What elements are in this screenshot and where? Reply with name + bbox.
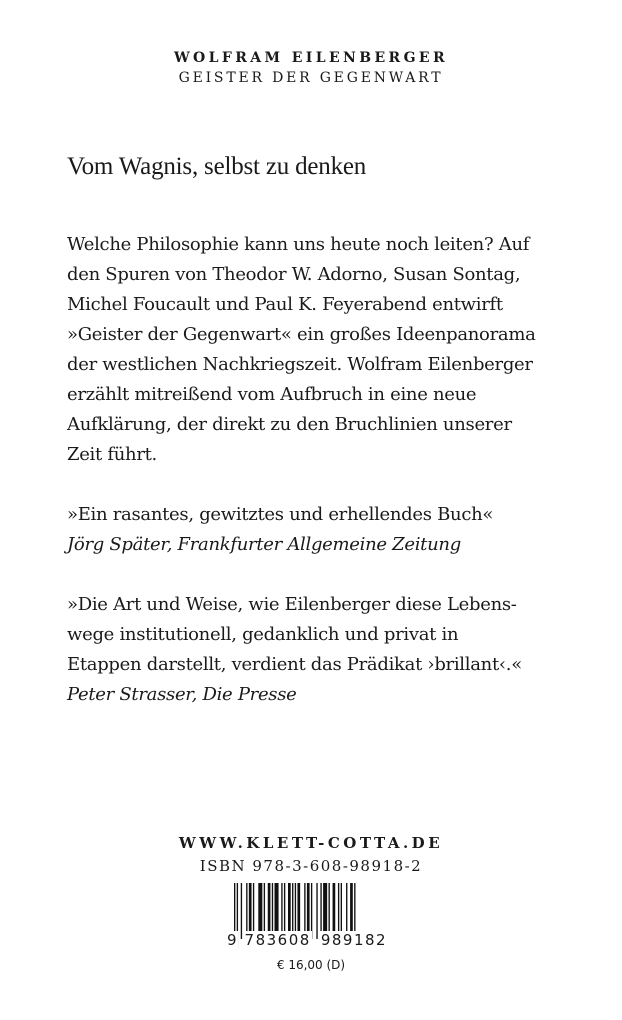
price: € 16,00 (D) (276, 958, 346, 972)
quote-line: Etappen darstellt, verdient das Prädikat ›brillant‹.« (67, 654, 522, 675)
quote-line: wege institutionell, gedanklich und privat in (67, 624, 459, 645)
quote-line: »Die Art und Weise, wie Eilenberger diese Lebens- (67, 594, 517, 615)
blurb-line: Zeit führt. (67, 444, 157, 465)
barcode-digits-right: 989182 (320, 931, 388, 949)
quote-source: Peter Strasser, Die Presse (67, 684, 297, 705)
blurb-line: Aufklärung, der direkt zu den Bruchlinien unserer (67, 414, 512, 435)
publisher-website: WWW.KLETT-COTTA.DE (178, 834, 444, 852)
barcode-digit-lead: 9 (227, 931, 237, 949)
review-quote (67, 590, 522, 710)
book-title-header: GEISTER DER GEGENWART (178, 70, 444, 86)
quote-line: »Ein rasantes, gewitztes und erhellendes Buch« (67, 504, 494, 525)
blurb-line: den Spuren von Theodor W. Adorno, Susan Sontag, (67, 264, 521, 285)
blurb-line: Welche Philosophie kann uns heute noch leiten? Auf (67, 234, 530, 255)
author-name: WOLFRAM EILENBERGER (173, 50, 449, 66)
isbn: ISBN 978-3-608-98918-2 (199, 857, 423, 875)
barcode-digits (226, 931, 388, 949)
review-quote (67, 500, 493, 560)
blurb-line: der westlichen Nachkriegszeit. Wolfram Eilenberger (67, 354, 533, 375)
blurb-line: Michel Foucault und Paul K. Feyerabend entwirft (67, 294, 503, 315)
barcode-digits-left: 783608 (244, 931, 311, 949)
quote-source: Jörg Später, Frankfurter Allgemeine Zeitung (67, 534, 461, 555)
blurb-line: erzählt mitreißend vom Aufbruch in eine neue (67, 384, 477, 405)
blurb-line: »Geister der Gegenwart« ein großes Ideenpanorama (67, 324, 536, 345)
blurb-paragraph (67, 230, 536, 470)
tagline-heading: Vom Wagnis, selbst zu denken (67, 153, 367, 180)
